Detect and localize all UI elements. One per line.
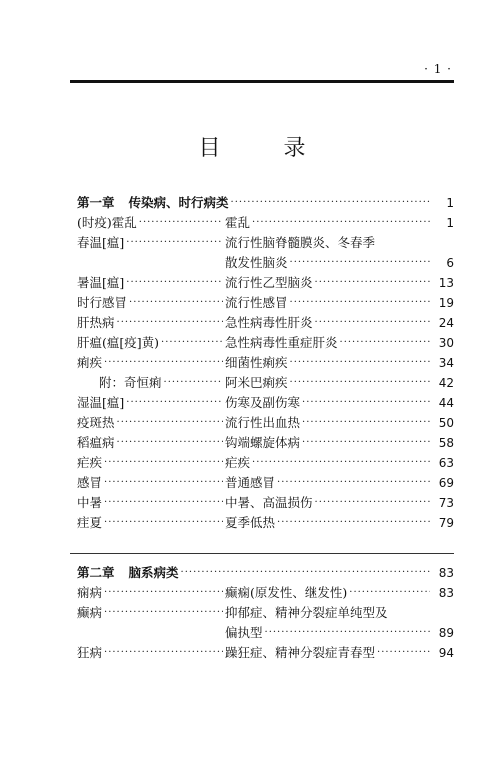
page-ref: 34: [438, 356, 454, 370]
toc-entry[interactable]: [77, 513, 454, 533]
page-ref: 83: [438, 586, 454, 600]
page-ref: 1: [446, 216, 454, 230]
chapter2-title: 脑系病类: [128, 565, 179, 580]
leader-dots: [104, 353, 223, 373]
western-disease-name: 夏季低热: [225, 515, 276, 530]
toc-entry-right: [225, 643, 454, 663]
western-disease-name: 散发性脑炎: [225, 255, 288, 270]
toc-entry-left: [77, 213, 225, 233]
leader-dots: [104, 583, 223, 603]
leader-dots: [104, 603, 223, 623]
leader-dots: [349, 583, 430, 603]
leader-dots: [315, 273, 430, 293]
leader-dots: [161, 333, 223, 353]
toc-entry-right: [225, 603, 454, 623]
toc-entry[interactable]: [77, 583, 454, 603]
page-ref: 63: [438, 456, 454, 470]
chapter1-heading[interactable]: [77, 193, 454, 213]
tcm-disease-name: 稻瘟病: [77, 435, 115, 450]
toc-entry[interactable]: [77, 623, 454, 643]
chapter1-section: [77, 193, 454, 533]
tcm-disease-name: 疰夏: [77, 515, 103, 530]
chapter2-number: 第二章: [77, 565, 115, 580]
western-disease-name: 偏执型: [225, 625, 263, 640]
tcm-disease-name: 肝热病: [77, 315, 115, 330]
leader-dots: [104, 513, 223, 533]
leader-dots: [277, 473, 430, 493]
western-disease-name: 霍乱: [225, 215, 251, 230]
page-ref: 13: [438, 276, 454, 290]
leader-dots: [104, 643, 223, 663]
toc-entry-right: [225, 333, 454, 353]
chapter1-number: 第一章: [77, 195, 115, 210]
leader-dots: [302, 433, 430, 453]
page-ref: 30: [438, 336, 454, 350]
toc-entry-left: [77, 293, 225, 313]
leader-dots: [252, 213, 430, 233]
toc-entry-right: [225, 393, 454, 413]
toc-entry-left: [77, 623, 225, 643]
western-disease-name: 疟疾: [225, 455, 251, 470]
chapter2-section: [77, 563, 454, 663]
toc-entry-right: [225, 253, 454, 273]
page-ref: 58: [438, 436, 454, 450]
leader-dots: [126, 233, 223, 253]
chapter2-page: 83: [438, 566, 454, 580]
tcm-disease-name: 肝瘟(瘟[疫]黄): [77, 335, 160, 350]
leader-dots: [302, 393, 430, 413]
toc-entry-right: [225, 313, 454, 333]
toc-entry-right: [225, 583, 454, 603]
toc-entry-right: [225, 473, 454, 493]
western-disease-name: 急性病毒性肝炎: [225, 315, 313, 330]
leader-dots: [117, 313, 223, 333]
western-disease-name: 躁狂症、精神分裂症青春型: [225, 645, 376, 660]
page-ref: 24: [438, 316, 454, 330]
tcm-disease-name: 癫病: [77, 605, 103, 620]
toc-entry-right: [225, 353, 454, 373]
tcm-disease-name: (时疫)霍乱: [77, 215, 137, 230]
western-disease-name: 流行性乙型脑炎: [225, 275, 313, 290]
chapter1-title: 传染病、时行病类: [128, 195, 229, 210]
toc-entry-left: [77, 253, 225, 273]
western-disease-name: 流行性脑脊髓膜炎、冬春季: [225, 235, 376, 250]
toc-entry-right: [225, 413, 454, 433]
toc-entry-left: [77, 233, 225, 253]
tcm-disease-name: 春温[瘟]: [77, 235, 125, 250]
tcm-disease-name: 感冒: [77, 475, 103, 490]
toc-entry[interactable]: [77, 603, 454, 623]
page-number: · 1 ·: [424, 62, 452, 76]
western-disease-name: 钩端螺旋体病: [225, 435, 301, 450]
western-disease-name: 细菌性痢疾: [225, 355, 288, 370]
leader-dots: [290, 293, 430, 313]
western-disease-name: 伤寒及副伤寒: [225, 395, 301, 410]
page-ref: 79: [438, 516, 454, 530]
page-ref: 94: [438, 646, 454, 660]
page-ref: 89: [438, 626, 454, 640]
toc-entry-left: [77, 393, 225, 413]
toc-entry-left: [77, 513, 225, 533]
leader-dots: [139, 213, 223, 233]
page-ref: 44: [438, 396, 454, 410]
header-rule: [70, 80, 454, 83]
leader-dots: [129, 293, 223, 313]
toc-entry[interactable]: [77, 413, 454, 433]
leader-dots: [104, 453, 223, 473]
leader-dots: [252, 453, 430, 473]
leader-dots: [265, 623, 430, 643]
tcm-disease-name: 痫病: [77, 585, 103, 600]
toc-entry-right: [225, 293, 454, 313]
page-ref: 73: [438, 496, 454, 510]
toc-entry-right: [225, 273, 454, 293]
toc-entry[interactable]: [77, 453, 454, 473]
western-disease-name: 癫痫(原发性、继发性): [225, 585, 348, 600]
leader-dots: [126, 273, 223, 293]
toc-entry[interactable]: [77, 213, 454, 233]
leader-dots: [302, 413, 430, 433]
page-ref: 42: [438, 376, 454, 390]
tcm-disease-name: 中暑: [77, 495, 103, 510]
toc-entry-right: [225, 373, 454, 393]
toc-entry[interactable]: [77, 353, 454, 373]
leader-dots: [104, 493, 223, 513]
tcm-disease-name: 痢疾: [77, 355, 103, 370]
toc-entry[interactable]: [77, 253, 454, 273]
leader-dots: [377, 643, 430, 663]
toc-entry[interactable]: [77, 333, 454, 353]
leader-dots: [117, 413, 223, 433]
chapter1-entries: [77, 213, 454, 533]
leader-dots: [290, 373, 430, 393]
toc-entry-left: [77, 473, 225, 493]
page-title: 目 录: [198, 136, 334, 161]
toc-entry[interactable]: [77, 373, 454, 393]
tcm-disease-name: 暑温[瘟]: [77, 275, 125, 290]
western-disease-name: 急性病毒性重症肝炎: [225, 335, 338, 350]
leader-dots: [315, 313, 430, 333]
page-ref: 6: [446, 256, 454, 270]
toc-entry-left: [77, 373, 225, 393]
toc-entry[interactable]: [77, 643, 454, 663]
western-disease-name: 中暑、高温损伤: [225, 495, 313, 510]
toc-entry[interactable]: [77, 433, 454, 453]
toc-entry[interactable]: [77, 293, 454, 313]
toc-entry-left: [77, 603, 225, 623]
western-disease-name: 流行性出血热: [225, 415, 301, 430]
toc-entry-right: [225, 233, 454, 253]
leader-dots: [104, 473, 223, 493]
western-disease-name: 普通感冒: [225, 475, 276, 490]
chapter-separator: [70, 553, 454, 554]
leader-dots: [117, 433, 223, 453]
toc-entry-left: [77, 413, 225, 433]
tcm-disease-name: 时行感冒: [77, 295, 128, 310]
toc-entry[interactable]: [77, 273, 454, 293]
toc-entry[interactable]: [77, 393, 454, 413]
toc-entry-left: [77, 643, 225, 663]
leader-dots: [290, 253, 430, 273]
leader-dots: [340, 333, 430, 353]
leader-dots: [277, 513, 430, 533]
toc-entry-left: [77, 583, 225, 603]
toc-entry-right: [225, 623, 454, 643]
toc-entry-left: [77, 313, 225, 333]
toc-entry-right: [225, 453, 454, 473]
leader-dots: [290, 353, 430, 373]
page-ref: 69: [438, 476, 454, 490]
toc-entry-left: [77, 273, 225, 293]
toc-entry-right: [225, 493, 454, 513]
toc-entry-left: [77, 453, 225, 473]
toc-entry[interactable]: [77, 493, 454, 513]
western-disease-name: 抑郁症、精神分裂症单纯型及: [225, 605, 388, 620]
page-ref: 19: [438, 296, 454, 310]
toc-entry-right: [225, 433, 454, 453]
toc-entry-left: [77, 353, 225, 373]
leader-dots: [164, 373, 223, 393]
chapter2-entries: [77, 583, 454, 663]
western-disease-name: 阿米巴痢疾: [225, 375, 288, 390]
western-disease-name: 流行性感冒: [225, 295, 288, 310]
tcm-disease-name: 湿温[瘟]: [77, 395, 125, 410]
chapter2-heading[interactable]: [77, 563, 454, 583]
toc-entry[interactable]: [77, 473, 454, 493]
leader-dots: [126, 393, 223, 413]
toc-entry-left: [77, 333, 225, 353]
leader-dots: [315, 493, 430, 513]
page-ref: 50: [438, 416, 454, 430]
toc-entry-right: [225, 213, 454, 233]
tcm-disease-name: 疫斑热: [77, 415, 115, 430]
toc-entry-left: [77, 493, 225, 513]
leader-dots: [231, 193, 430, 213]
chapter1-page: 1: [446, 196, 454, 210]
tcm-disease-name: 附：奇恒痢: [99, 375, 162, 390]
leader-dots: [181, 563, 430, 583]
tcm-disease-name: 狂病: [77, 645, 103, 660]
toc-entry[interactable]: [77, 313, 454, 333]
toc-entry-right: [225, 513, 454, 533]
tcm-disease-name: 疟疾: [77, 455, 103, 470]
toc-entry[interactable]: [77, 233, 454, 253]
toc-entry-left: [77, 433, 225, 453]
